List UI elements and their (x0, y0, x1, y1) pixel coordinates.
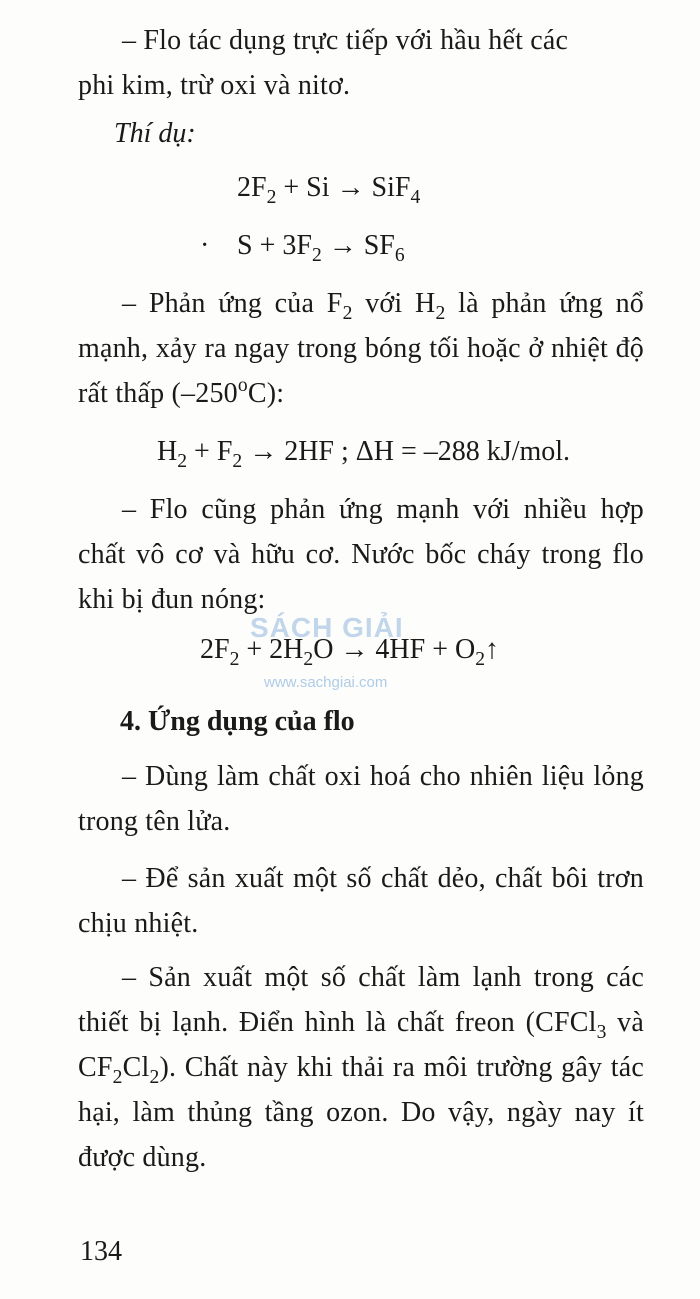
eq-term: H (157, 436, 178, 467)
bullet-dot: · (200, 230, 210, 261)
paragraph-line: – Flo tác dụng trực tiếp với hầu hết các (122, 25, 569, 56)
text-run: C): (247, 378, 285, 409)
text-run: – Phản ứng của F (122, 288, 343, 319)
paragraph-flo-phi-kim (78, 18, 644, 108)
arrow: → (321, 230, 364, 261)
eq-subscript: 4 (410, 186, 421, 208)
eq-term: + F (187, 436, 233, 467)
text-run: – Sản xuất một số chất làm lạnh trong các thiết bị lạnh. Điển hình là chất freon (CFCl (78, 962, 644, 1038)
eq-subscript: 2 (177, 450, 188, 472)
paragraph-line: phi kim, trừ oxi và nitơ. (78, 70, 351, 101)
text-run: ). Chất này khi thải ra môi trường gây tác hại, làm thủng tầng ozon. Do vậy, ngày nay ít được dùng. (78, 1052, 644, 1173)
eq-term: 2F (237, 172, 267, 203)
paragraph-freon (78, 955, 644, 1180)
subscript: 2 (112, 1066, 123, 1088)
text-run: và CF (78, 1007, 644, 1083)
eq-subscript: 2 (475, 648, 486, 670)
eq-term: → 2HF ; ΔH = –288 kJ/mol. (242, 436, 571, 467)
page-number: 134 (80, 1236, 122, 1267)
equation-water (200, 630, 499, 670)
eq-term: SiF (371, 172, 411, 203)
up-arrow: ↑ (485, 634, 500, 665)
eq-subscript: 2 (229, 648, 240, 670)
list-item: – Dùng làm chất oxi hoá cho nhiên liệu lỏng trong tên lửa. (78, 761, 644, 837)
arrow: → (329, 172, 372, 203)
text-run: với H (352, 288, 436, 319)
eq-subscript: 2 (232, 450, 243, 472)
text-run: Cl (122, 1052, 150, 1083)
eq-term: + 2H (239, 634, 304, 665)
section-heading: 4. Ứng dụng của flo (120, 706, 355, 737)
subscript: 2 (435, 302, 446, 324)
paragraph-h2-f2 (78, 281, 644, 416)
equation-h2-f2 (157, 432, 570, 472)
eq-term: SF (363, 230, 395, 261)
eq-subscript: 6 (394, 244, 405, 266)
eq-term: S + 3F (237, 230, 312, 261)
list-item: – Để sản xuất một số chất dẻo, chất bôi trơn chịu nhiệt. (78, 863, 644, 939)
equation-si (237, 168, 420, 208)
eq-term: + Si (276, 172, 330, 203)
watermark-logo: SÁCH GIẢI (250, 612, 404, 643)
equation-s (237, 226, 405, 266)
subscript: 2 (342, 302, 353, 324)
eq-subscript: 2 (311, 244, 322, 266)
superscript: o (237, 375, 248, 397)
watermark-url: www.sachgiai.com (264, 674, 388, 691)
eq-subscript: 2 (303, 648, 314, 670)
eq-term: 2F (200, 634, 230, 665)
text-run: là phản ứng nổ mạnh, xảy ra ngay trong bóng tối hoặc ở nhiệt độ rất thấp (–250 (78, 288, 645, 409)
eq-term: O → 4HF + O (313, 634, 476, 665)
subscript: 2 (149, 1066, 160, 1088)
paragraph-hop-chat: – Flo cũng phản ứng mạnh với nhiều hợp chất vô cơ và hữu cơ. Nước bốc cháy trong flo khi bị đun nóng: (78, 494, 644, 615)
subscript: 3 (596, 1021, 607, 1043)
eq-subscript: 2 (266, 186, 277, 208)
example-label: Thí dụ: (114, 118, 196, 149)
